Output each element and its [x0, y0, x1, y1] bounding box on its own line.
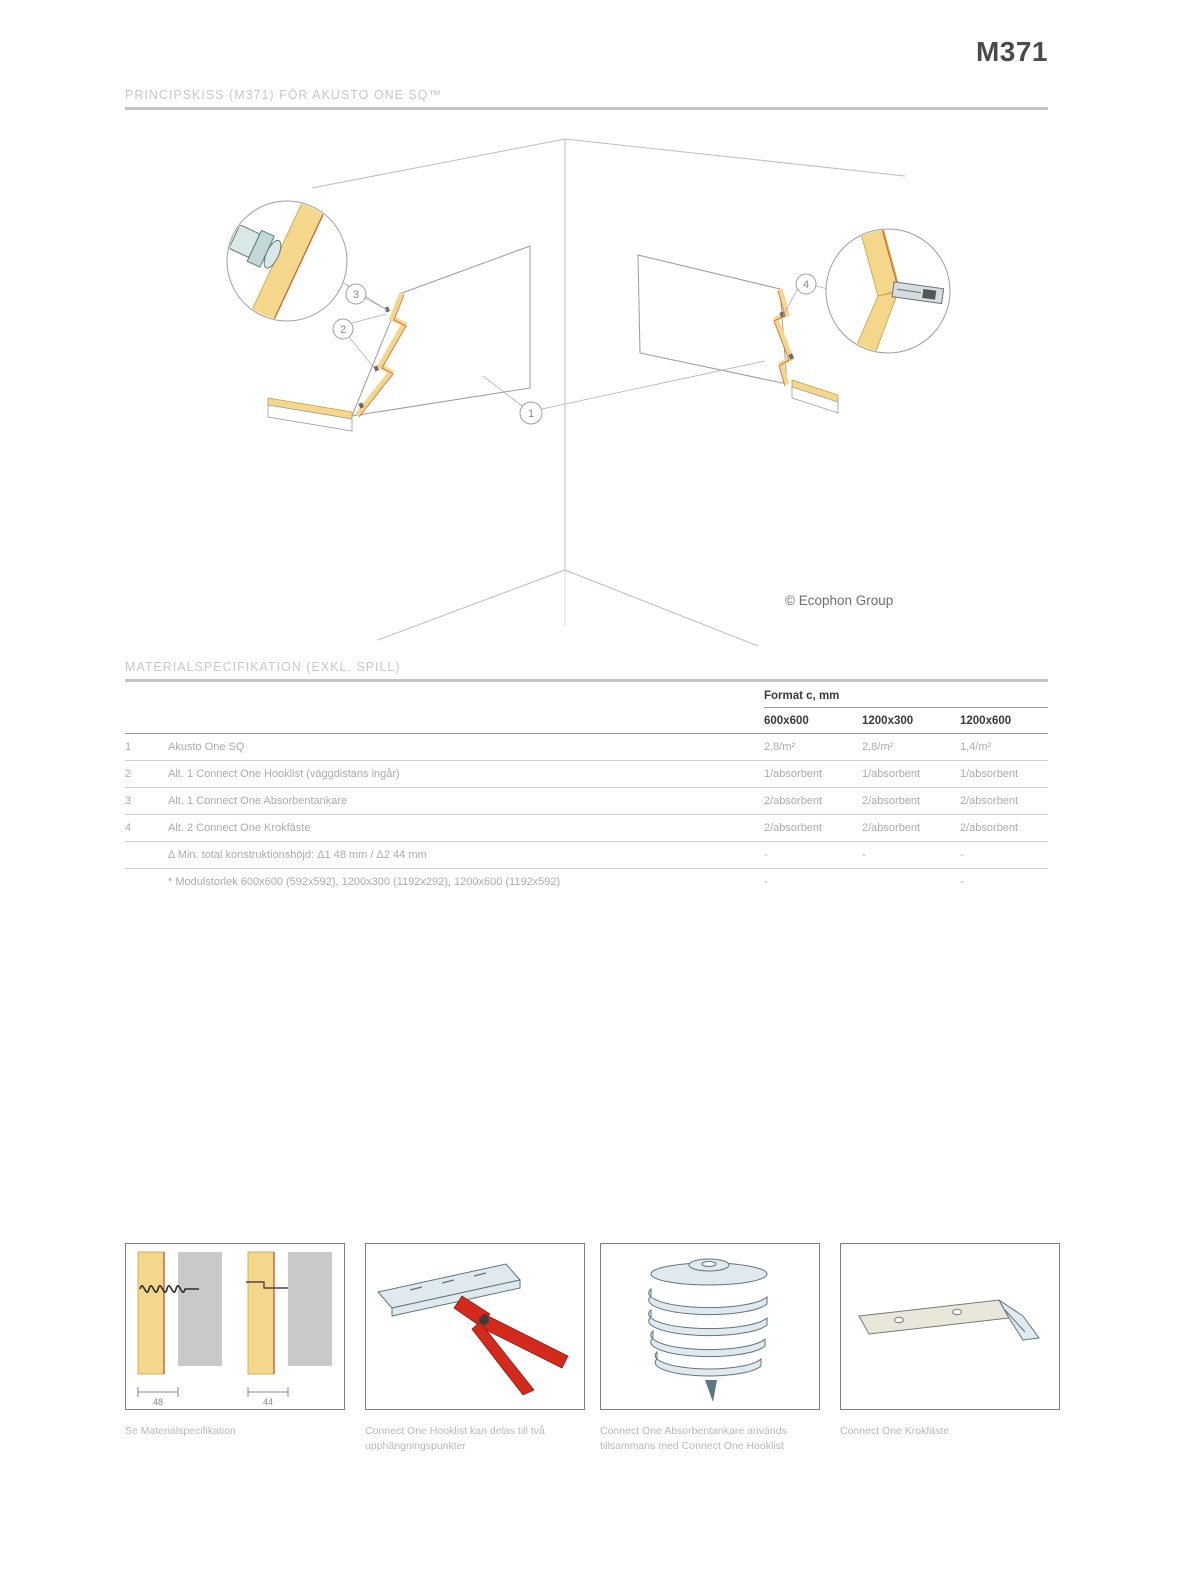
figure-caption: Connect One Absorbentankare används tillsammans med Connect One Hooklist [600, 1425, 787, 1453]
row-label: Alt. 2 Connect One Krokfäste [168, 822, 311, 834]
figure-wall-sections [125, 1243, 345, 1410]
row-value: 2/absorbent [764, 822, 823, 834]
section-with-anchor [138, 1252, 222, 1374]
row-value: - [960, 876, 964, 888]
callout-4 [796, 274, 816, 294]
cutting-tool-icon [454, 1296, 568, 1395]
row-value: 2,8/m² [764, 741, 796, 753]
row-number: 1 [125, 741, 132, 753]
dimension-44 [248, 1387, 288, 1407]
section-materialspec [125, 660, 1048, 682]
column-header-1200x300: 1200x300 [862, 715, 914, 727]
krokfaste-svg [841, 1244, 1058, 1408]
figure-absorbentankare [600, 1243, 820, 1410]
svg-text:48: 48 [152, 1397, 164, 1407]
column-header-600x600: 600x600 [764, 715, 809, 727]
row-value: 2/absorbent [764, 795, 823, 807]
table-row-footnote [125, 869, 1048, 895]
spiral-anchor-large-icon [649, 1259, 767, 1402]
row-number: 2 [125, 768, 132, 780]
figure-caption: Connect One Krokfäste [840, 1425, 950, 1437]
row-value: 1/absorbent [960, 768, 1019, 780]
row-label: Akusto One SQ [168, 741, 245, 753]
row-value: 1/absorbent [862, 768, 921, 780]
figure-caption: Connect One Hooklist kan delas till två upphängningspunkter [365, 1425, 545, 1453]
section-principskiss [125, 88, 1048, 110]
row-value: - [764, 876, 768, 888]
table-row [125, 734, 1048, 761]
row-number: 4 [125, 822, 132, 834]
principle-sketch [125, 118, 1065, 658]
figure-krokfaste [840, 1243, 1060, 1410]
figure-caption: Se Materialspecifikation [125, 1425, 236, 1437]
row-label: Alt. 1 Connect One Absorbentankare [168, 795, 348, 807]
section-rule [125, 679, 1048, 682]
row-value: - [862, 849, 866, 861]
figure-hooklist-cutting [365, 1243, 585, 1410]
left-detail-magnifier [205, 173, 347, 330]
copyright-note: © Ecophon Group [785, 593, 894, 608]
krokfaste-bracket-icon [859, 1300, 1039, 1340]
page-title: M371 [975, 36, 1048, 67]
section-rule [125, 107, 1048, 110]
row-value: - [960, 849, 964, 861]
row-value: 2/absorbent [960, 822, 1019, 834]
hooklist-icon [378, 1264, 520, 1316]
svg-text:44: 44 [262, 1397, 274, 1407]
wall-sections-svg [126, 1244, 343, 1408]
row-value: 2/absorbent [862, 822, 921, 834]
column-header-1200x600: 1200x600 [960, 715, 1012, 727]
right-detail-magnifier [826, 224, 950, 362]
row-value: 1,4/m² [960, 741, 992, 753]
section-with-hook [246, 1252, 332, 1374]
row-label: * Modulstorlek 600x600 (592x592), 1200x300 (1192x292), 1200x600 (1192x592) [168, 876, 561, 888]
row-label: Alt. 1 Connect One Hooklist (väggdistans ingår) [168, 768, 400, 780]
table-row-min-height [125, 842, 1048, 869]
absorbentankare-svg [601, 1244, 818, 1408]
svg-text:1: 1 [527, 408, 535, 420]
hooklist-cutting-svg [366, 1244, 583, 1408]
format-group-header: Format c, mm [764, 686, 1048, 708]
table-group-header-row [125, 686, 1048, 708]
row-number: 3 [125, 795, 132, 807]
table-column-header-row [125, 708, 1048, 734]
row-value: 1/absorbent [764, 768, 823, 780]
material-spec-table [125, 686, 1048, 895]
callout-3 [346, 284, 366, 304]
table-row [125, 761, 1048, 788]
svg-text:3: 3 [352, 289, 360, 301]
callout-1 [520, 402, 542, 424]
row-value: 2/absorbent [862, 795, 921, 807]
row-value: 2/absorbent [960, 795, 1019, 807]
section-principskiss-label: PRINCIPSKISS (M371) FÖR AKUSTO ONE SQ™ [125, 88, 442, 102]
section-materialspec-label: MATERIALSPECIFIKATION (EXKL. SPILL) [125, 660, 401, 674]
row-value: - [764, 849, 768, 861]
callout-2 [333, 319, 353, 339]
table-row [125, 815, 1048, 842]
row-label: Δ Min. total konstruktionshöjd: Δ1 48 mm / Δ2 44 mm [168, 849, 427, 861]
dimension-48 [138, 1387, 178, 1407]
row-value: 2,8/m² [862, 741, 894, 753]
svg-text:4: 4 [802, 279, 810, 291]
svg-text:2: 2 [339, 324, 347, 336]
principle-sketch-svg [125, 118, 1065, 658]
table-row [125, 788, 1048, 815]
